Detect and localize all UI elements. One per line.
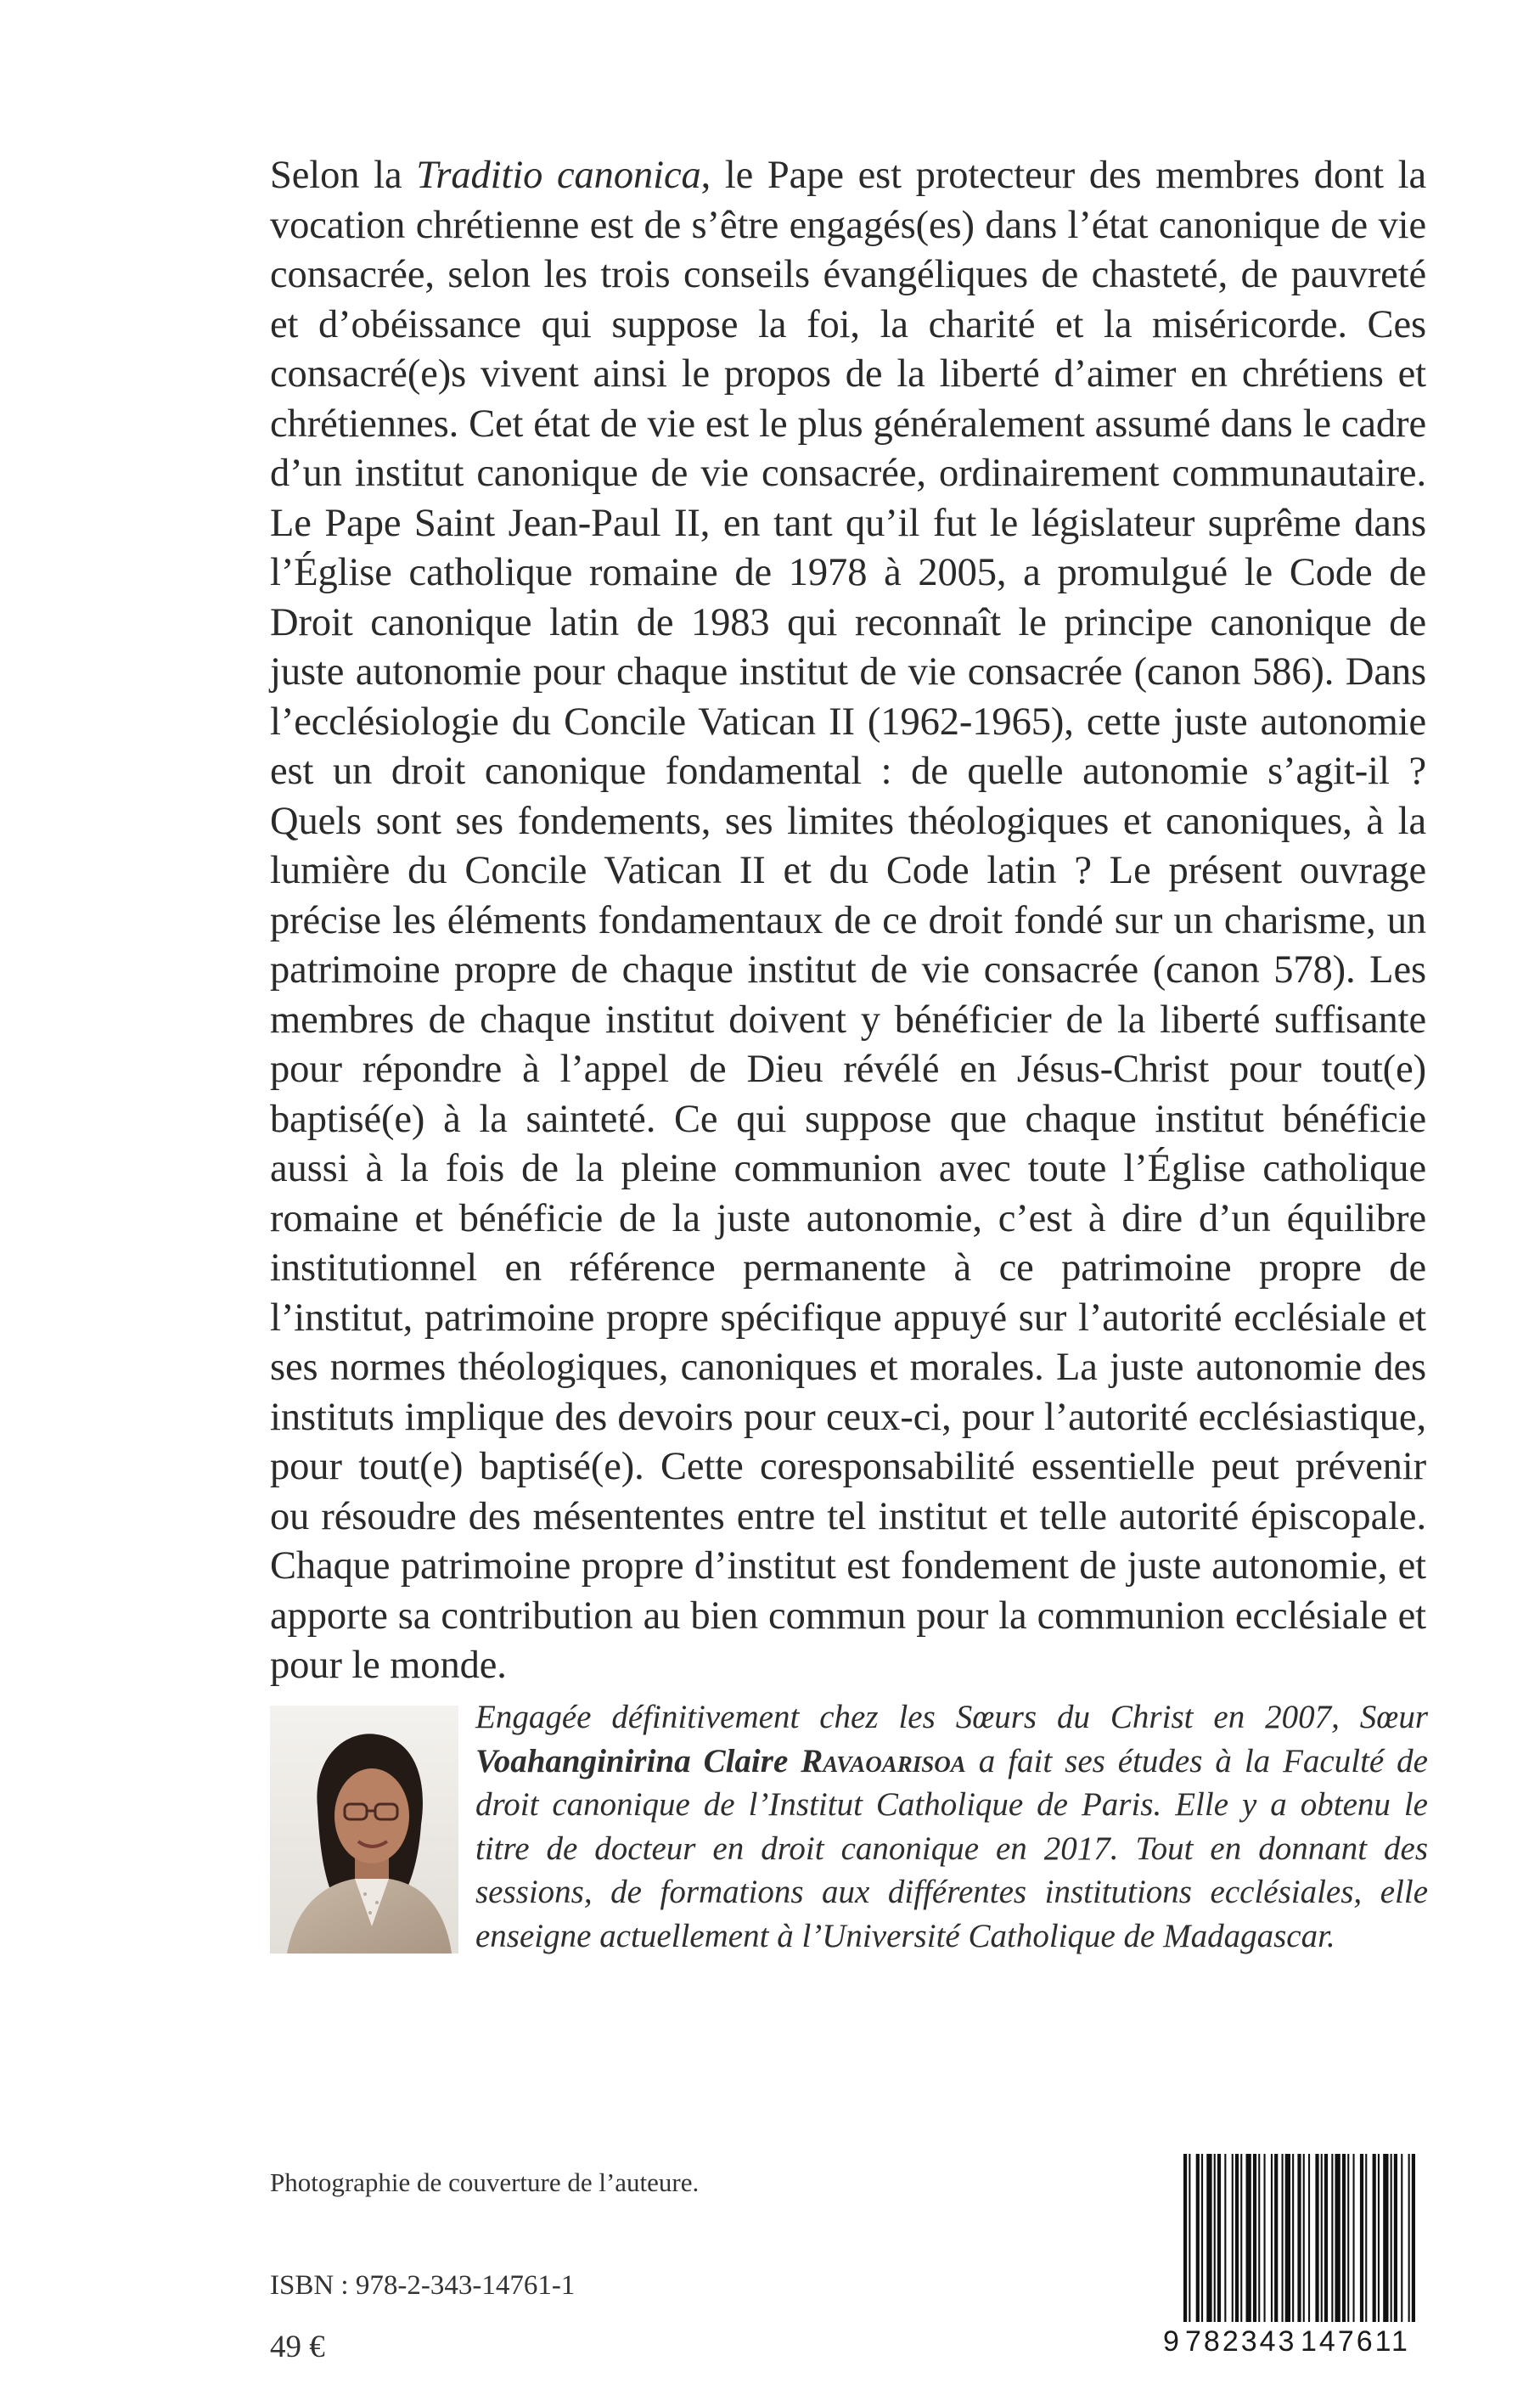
back-cover-blurb xyxy=(270,151,1426,1691)
isbn-barcode xyxy=(1155,2149,1426,2357)
barcode-bar xyxy=(1315,2154,1318,2322)
author-bio xyxy=(475,1695,1428,1958)
barcode-bar xyxy=(1321,2154,1323,2322)
photo-credit: Photographie de couverture de l’auteure. xyxy=(270,2167,700,2197)
blurb-title-italic: Traditio canonica xyxy=(416,154,701,197)
barcode-bar xyxy=(1214,2154,1216,2322)
barcode-bar xyxy=(1258,2154,1260,2322)
barcode-bar xyxy=(1365,2154,1367,2322)
barcode-bar xyxy=(1331,2154,1333,2322)
barcode-bar xyxy=(1394,2154,1397,2322)
barcode-bar xyxy=(1297,2154,1301,2322)
barcode-bar xyxy=(1347,2154,1349,2322)
blurb-intro: Selon la xyxy=(270,154,417,197)
author-bio-rest: a fait ses études à la Faculté de droit canonique de l’Institut Catholique de Paris. Elle y a obtenu le titre de docteur en droit canonique en 2017. Tout en donnant des sessions, de formations aux différentes institutions ecclésiales, elle enseigne actuellement à l’Université Catholique de Madagascar. xyxy=(475,1742,1428,1954)
barcode-bar xyxy=(1412,2154,1415,2322)
barcode-bar xyxy=(1224,2154,1226,2322)
barcode-bar xyxy=(1217,2154,1221,2322)
barcode-bar xyxy=(1401,2154,1402,2322)
barcode-bar xyxy=(1240,2154,1242,2322)
author-portrait-image xyxy=(270,1706,458,1953)
author-surname: Ravaoarisoa xyxy=(801,1742,966,1779)
barcode-bar xyxy=(1183,2154,1187,2322)
barcode-bar xyxy=(1274,2154,1278,2322)
barcode-bar xyxy=(1335,2154,1340,2322)
barcode-bar xyxy=(1373,2154,1376,2322)
barcode-bar xyxy=(1383,2154,1388,2322)
barcode-bar xyxy=(1353,2154,1355,2322)
barcode-bar xyxy=(1201,2154,1203,2322)
barcode-bar xyxy=(1206,2154,1211,2322)
barcode-bar xyxy=(1271,2154,1273,2322)
barcode-bar xyxy=(1360,2154,1363,2322)
barcode-bar xyxy=(1342,2154,1346,2322)
barcode-bar xyxy=(1253,2154,1256,2322)
barcode-bar xyxy=(1235,2154,1239,2322)
barcode-left-digits: 782343 xyxy=(1185,2325,1297,2357)
barcode-bar xyxy=(1232,2154,1234,2322)
barcode-bar xyxy=(1282,2154,1284,2322)
barcode-bar xyxy=(1196,2154,1200,2322)
barcode-right-digits: 147611 xyxy=(1301,2325,1410,2357)
barcode-bar xyxy=(1246,2154,1251,2322)
author-name: Voahanginirina Claire xyxy=(475,1742,789,1779)
barcode-bar xyxy=(1378,2154,1380,2322)
barcode-bar xyxy=(1308,2154,1310,2322)
author-photo xyxy=(270,1706,458,1953)
isbn: ISBN : 978-2-343-14761-1 xyxy=(270,2270,576,2301)
blurb-body: , le Pape est protecteur des membres dont la vocation chrétienne est de s’être engagés(es) dans l’état canonique de vie consacrée, selon les trois conseils évangéliques de chasteté, de pauvreté et d’obéissance qui suppose la foi, la charité et la miséricorde. Ces consacré(e)s vivent ainsi le propos de la liberté d’aimer en chrétiens et chrétiennes. Cet état de vie est le plus généralement assumé dans le cadre d’un institut canonique de vie consacrée, ordinairement communautaire. Le Pape Saint Jean-Paul II, en tant qu’il fut le législateur suprême dans l’Église catholique romaine de 1978 à 2005, a promulgué le Code de Droit canonique latin de 1983 qui reconnaît le principe canonique de juste autonomie pour chaque institut de vie consacrée (canon 586). Dans l’ecclésiologie du Concile Vatican II (1962-1965), cette juste autonomie est un droit canonique fondamental : de quelle autonomie s’agit-il ? Quels sont ses fondements, ses limites théologiques et canoniques, à la lumière du Concile Vatican II et du Code latin ? Le présent ouvrage précise les éléments fondamentaux de ce droit fondé sur un charisme, un patrimoine propre de chaque institut de vie consacrée (canon 578). Les membres de chaque institut doivent y bénéficier de la liberté suffisante pour répondre à l’appel de Dieu révélé en Jésus-Christ pour tout(e) baptisé(e) à la sainteté. Ce qui suppose que chaque institut bénéficie aussi à la fois de la pleine communion avec toute l’Église catholique romaine et bénéficie de la juste autonomie, c’est à dire d’un équilibre institutionnel en référence permanente à ce patrimoine propre de l’institut, patrimoine propre spécifique appuyé sur l’autorité ecclésiale et ses normes théologiques, canoniques et morales. La juste autonomie des instituts implique des devoirs pour ceux-ci, pour l’autorité ecclésiastique, pour tout(e) baptisé(e). Cette coresponsabilité essentielle peut prévenir ou résoudre des mésententes entre tel institut et telle autorité épiscopale. Chaque patrimoine propre d’institut est fondement de juste autonomie, et apporte sa contribution au bien commun pour la communion ecclésiale et pour le monde. xyxy=(270,154,1426,1687)
barcode-bar xyxy=(1324,2154,1328,2322)
barcode-bar xyxy=(1264,2154,1266,2322)
barcode-bar xyxy=(1303,2154,1305,2322)
barcode-first-digit: 9 xyxy=(1163,2325,1179,2357)
barcode-bar xyxy=(1285,2154,1290,2322)
barcode-bar xyxy=(1391,2154,1392,2322)
price: 49 € xyxy=(270,2330,325,2364)
author-bio-intro: Engagée définitivement chez les Sœurs du Christ en 2007, Sœur xyxy=(475,1699,1428,1735)
barcode-bar xyxy=(1292,2154,1294,2322)
barcode-bar xyxy=(1189,2154,1190,2322)
barcode-bar xyxy=(1408,2154,1410,2322)
